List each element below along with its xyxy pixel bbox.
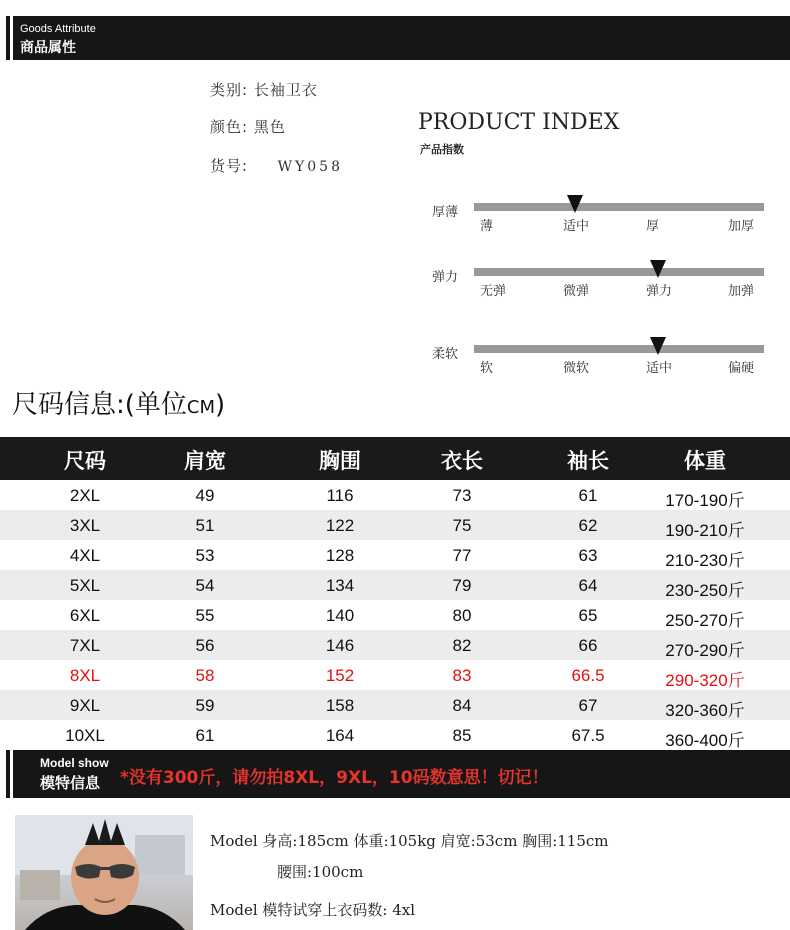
scale-option: 适中 <box>563 219 590 234</box>
table-cell: 83 <box>452 666 472 685</box>
table-header-cell: 肩宽 <box>184 449 226 473</box>
table-cell: 61 <box>578 486 598 505</box>
table-cell: 80 <box>452 606 472 625</box>
table-row <box>0 600 790 630</box>
table-cell: 73 <box>452 486 472 505</box>
table-header-cell: 袖长 <box>567 449 609 473</box>
table-cell: 82 <box>452 636 472 655</box>
table-row <box>0 570 790 600</box>
table-row <box>0 660 790 690</box>
info-category <box>210 79 318 100</box>
table-cell: 122 <box>325 516 355 535</box>
scale-bar <box>474 345 764 353</box>
table-row <box>0 720 790 750</box>
scale-marker-icon <box>650 260 666 278</box>
info-item-number <box>210 155 343 176</box>
table-cell: 170-190斤 <box>665 491 745 510</box>
scale-option: 微弹 <box>563 284 590 299</box>
table-cell: 164 <box>325 726 355 745</box>
table-cell: 84 <box>452 696 472 715</box>
scale-bar <box>474 268 764 276</box>
table-row <box>0 690 790 720</box>
table-cell: 10XL <box>65 726 105 745</box>
model-fit-size: Model 模特试穿上衣码数: 4xl <box>210 901 416 919</box>
model-waist: 腰围:100cm <box>277 863 364 881</box>
goods-attribute-header <box>0 16 790 60</box>
info-sep: : <box>242 157 249 175</box>
table-cell: 67 <box>578 696 598 715</box>
goods-attribute-en: Goods Attribute <box>20 23 96 35</box>
table-cell: 66.5 <box>571 666 605 685</box>
table-cell: 79 <box>452 576 472 595</box>
scale-option: 软 <box>480 361 494 376</box>
table-cell: 360-400斤 <box>665 731 745 750</box>
table-cell: 2XL <box>69 486 101 505</box>
table-row <box>0 630 790 660</box>
scale-option: 薄 <box>480 219 494 234</box>
product-index-title: PRODUCT INDEX <box>418 110 620 135</box>
size-table <box>0 437 790 750</box>
size-info-unit: CM <box>186 397 216 418</box>
table-cell: 65 <box>578 606 598 625</box>
table-cell: 158 <box>325 696 355 715</box>
table-cell: 290-320斤 <box>665 671 745 690</box>
info-sep: : <box>242 118 249 136</box>
table-cell: 56 <box>195 636 215 655</box>
info-item-number-value: WY058 <box>277 159 343 175</box>
model-show-zh: 模特信息 <box>40 774 101 792</box>
info-category-label: 类别 <box>210 81 243 99</box>
table-cell: 4XL <box>69 546 101 565</box>
table-cell: 7XL <box>69 636 101 655</box>
header-tick <box>10 750 13 798</box>
table-cell: 67.5 <box>571 726 605 745</box>
size-info-close: ) <box>215 390 226 420</box>
model-photo-illustration <box>15 815 193 930</box>
scale-option: 微软 <box>563 361 590 376</box>
info-color-label: 颜色 <box>210 118 243 136</box>
table-cell: 64 <box>578 576 598 595</box>
model-show-en: Model show <box>40 756 109 770</box>
table-cell: 51 <box>195 516 215 535</box>
header-notch <box>0 16 6 60</box>
scale-option: 加厚 <box>728 219 755 234</box>
table-cell: 85 <box>452 726 472 745</box>
table-header-cell: 胸围 <box>319 449 361 473</box>
table-cell: 63 <box>578 546 598 565</box>
table-row <box>0 480 790 510</box>
scale-option: 偏硬 <box>728 361 755 376</box>
info-color-value: 黑色 <box>253 118 286 136</box>
product-index-subtitle: 产品指数 <box>420 143 464 156</box>
table-cell: 250-270斤 <box>665 611 745 630</box>
scale-option: 厚 <box>646 219 660 234</box>
scale-option: 加弹 <box>728 284 755 299</box>
table-cell: 128 <box>325 546 355 565</box>
table-cell: 49 <box>195 486 215 505</box>
table-header-cell: 衣长 <box>441 449 483 473</box>
table-row <box>0 510 790 540</box>
table-header-cell: 体重 <box>684 449 726 473</box>
table-cell: 66 <box>578 636 598 655</box>
model-info-header <box>0 750 790 798</box>
size-table-body <box>0 480 790 750</box>
table-cell: 53 <box>195 546 215 565</box>
table-cell: 54 <box>195 576 215 595</box>
header-tick <box>10 16 13 60</box>
table-cell: 146 <box>325 636 355 655</box>
table-cell: 62 <box>578 516 598 535</box>
table-cell: 55 <box>195 606 215 625</box>
info-sep: : <box>242 81 249 99</box>
scale-label: 弹力 <box>432 270 459 285</box>
scale-bar <box>474 203 764 211</box>
size-info-title-text: 尺码信息:(单位 <box>12 390 187 420</box>
table-cell: 210-230斤 <box>665 551 745 570</box>
table-cell: 320-360斤 <box>665 701 745 720</box>
table-cell: 58 <box>195 666 215 685</box>
model-measurements: Model 身高:185cm 体重:105kg 肩宽:53cm 胸围:115cm <box>210 832 609 850</box>
scale-option: 弹力 <box>646 284 673 299</box>
table-cell: 3XL <box>69 516 101 535</box>
model-warning-text: *没有300斤，请勿拍8XL，9XL，10码数意思！切记！ <box>120 768 549 788</box>
header-notch <box>0 750 6 798</box>
table-cell: 8XL <box>69 666 101 685</box>
info-item-number-label: 货号 <box>210 157 243 175</box>
table-cell: 77 <box>452 546 472 565</box>
table-cell: 5XL <box>69 576 101 595</box>
table-cell: 61 <box>195 726 215 745</box>
table-cell: 140 <box>325 606 355 625</box>
scale-label: 厚薄 <box>432 205 459 220</box>
table-cell: 270-290斤 <box>665 641 745 660</box>
table-row <box>0 540 790 570</box>
table-cell: 134 <box>325 576 355 595</box>
table-cell: 75 <box>452 516 472 535</box>
table-header-cell: 尺码 <box>64 449 106 473</box>
table-cell: 152 <box>325 666 355 685</box>
table-cell: 190-210斤 <box>665 521 745 540</box>
model-photo <box>15 815 193 930</box>
scale-marker-icon <box>650 337 666 355</box>
table-cell: 6XL <box>69 606 101 625</box>
goods-attribute-zh: 商品属性 <box>20 40 76 56</box>
scale-option: 适中 <box>646 361 673 376</box>
size-info-title <box>12 384 225 421</box>
scale-marker-icon <box>567 195 583 213</box>
table-cell: 59 <box>195 696 215 715</box>
info-category-value: 长袖卫衣 <box>253 81 318 99</box>
info-color <box>210 116 286 137</box>
scale-option: 无弹 <box>480 284 507 299</box>
table-cell: 230-250斤 <box>665 581 745 600</box>
scale-label: 柔软 <box>432 347 459 362</box>
table-cell: 116 <box>326 486 354 505</box>
size-table-header <box>0 437 790 480</box>
table-cell: 9XL <box>69 696 101 715</box>
